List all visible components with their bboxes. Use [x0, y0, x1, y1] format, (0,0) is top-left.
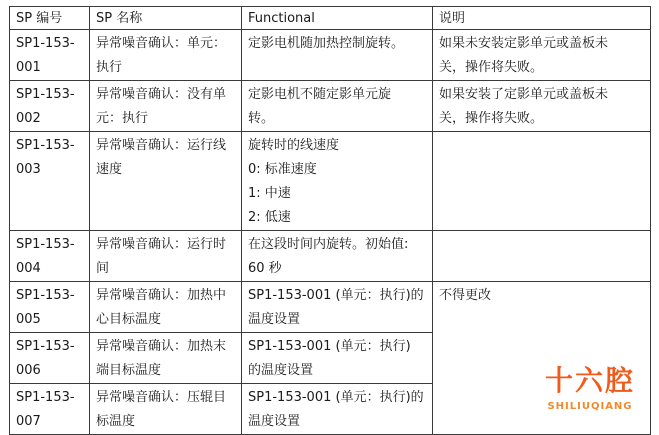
sp-id-cell: SP1-153- 003: [10, 132, 90, 231]
sp-name-cell: 异常噪音确认：运行时 间: [90, 231, 242, 282]
header-note: 说明: [433, 7, 651, 30]
sp-id-cell: SP1-153- 004: [10, 231, 90, 282]
sp-name-cell: 异常噪音确认：压辊目 标温度: [90, 384, 242, 435]
note-cell: [433, 132, 651, 231]
watermark-chars: 十六腔: [544, 364, 635, 397]
functional-cell: 旋转时的线速度 0: 标准速度 1: 中速 2: 低速: [242, 132, 433, 231]
sp-name-cell: 异常噪音确认：运行线 速度: [90, 132, 242, 231]
sp-name-cell: 异常噪音确认：单元： 执行: [90, 30, 242, 81]
sp-name-cell: 异常噪音确认：没有单 元：执行: [90, 81, 242, 132]
table-row: [10, 282, 651, 333]
table-row: [10, 132, 651, 231]
watermark-logo: [535, 362, 645, 422]
table-row: [10, 231, 651, 282]
functional-cell: SP1-153-001 (单元：执行) 的温度设置: [242, 333, 433, 384]
header-sp-id: SP 编号: [10, 7, 90, 30]
note-cell: 如果安装了定影单元或盖板未 关，操作将失败。: [433, 81, 651, 132]
sp-id-cell: SP1-153- 005: [10, 282, 90, 333]
sp-id-cell: SP1-153- 006: [10, 333, 90, 384]
header-sp-name: SP 名称: [90, 7, 242, 30]
sp-name-cell: 异常噪音确认：加热中 心目标温度: [90, 282, 242, 333]
note-cell-merged: 不得更改: [433, 282, 651, 435]
functional-cell: 定影电机不随定影单元旋 转。: [242, 81, 433, 132]
sp-id-cell: SP1-153- 001: [10, 30, 90, 81]
watermark-latin: SHILIUQIANG: [547, 401, 633, 412]
header-row: [10, 7, 651, 30]
functional-cell: 定影电机随加热控制旋转。: [242, 30, 433, 81]
table-row: [10, 81, 651, 132]
functional-cell: SP1-153-001 (单元：执行)的 温度设置: [242, 384, 433, 435]
sp-id-cell: SP1-153- 002: [10, 81, 90, 132]
functional-cell: 在这段时间内旋转。初始值: 60 秒: [242, 231, 433, 282]
note-cell: [433, 231, 651, 282]
functional-cell: SP1-153-001 (单元：执行)的 温度设置: [242, 282, 433, 333]
table-row: [10, 30, 651, 81]
sp-name-cell: 异常噪音确认：加热末 端目标温度: [90, 333, 242, 384]
sp-id-cell: SP1-153- 007: [10, 384, 90, 435]
note-cell: 如果未安装定影单元或盖板未 关，操作将失败。: [433, 30, 651, 81]
header-functional: Functional: [242, 7, 433, 30]
